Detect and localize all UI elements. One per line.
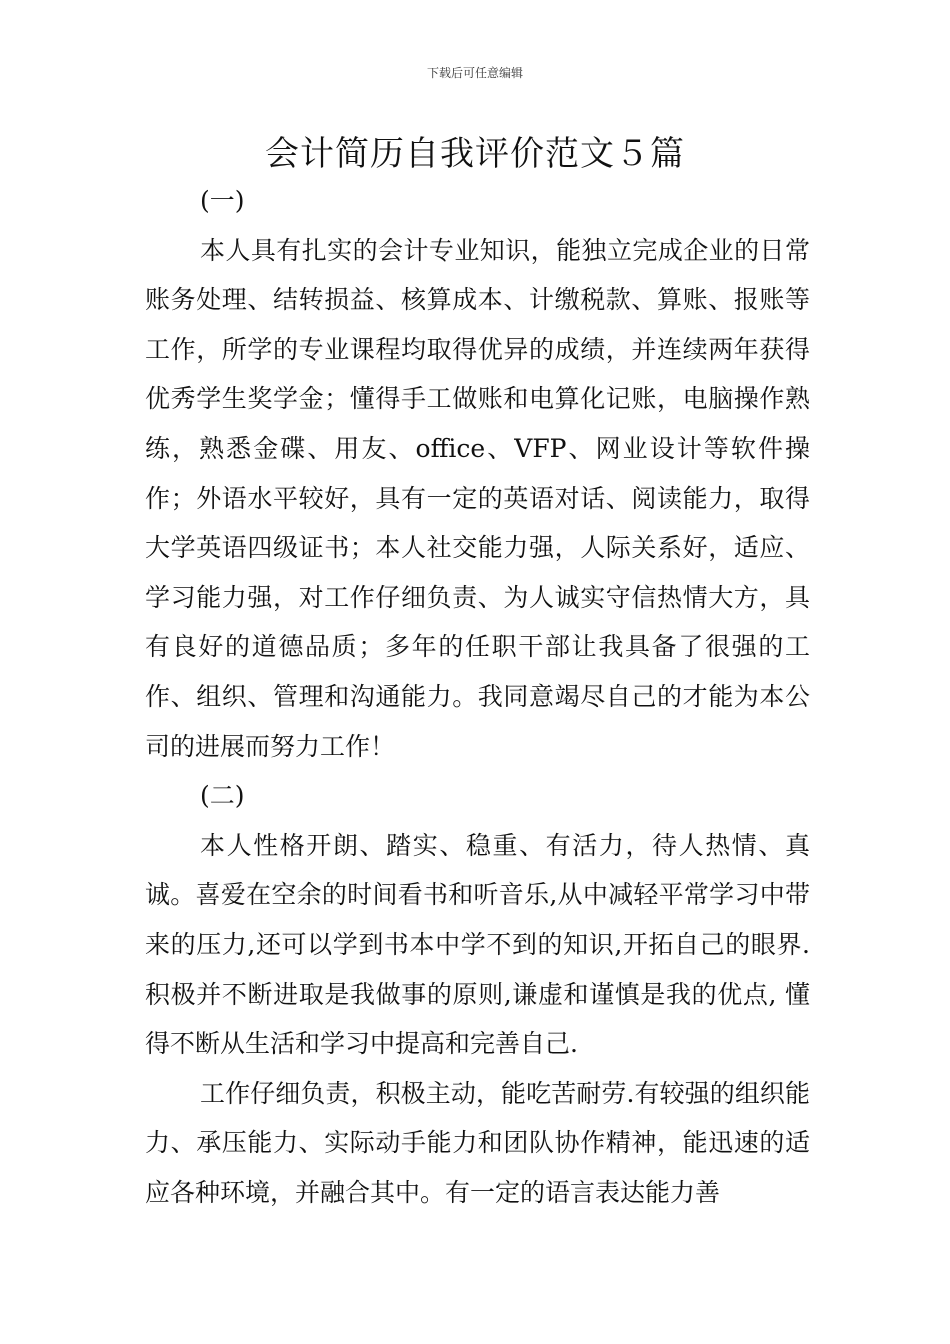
section-marker-1: (一) bbox=[200, 186, 245, 215]
paragraph-1: 本人具有扎实的会计专业知识，能独立完成企业的日常账务处理、结转损益、核算成本、计缴税款、算账、报账等工作，所学的专业课程均取得优异的成绩，并连续两年获得优秀学生奖学金；懂得手工做账和电算化记账，电脑操作熟练，熟悉金碟、用友、office、VFP、网业设计等软件操作；外语水平较好，具有一定的英语对话、阅读能力，取得大学英语四级证书；本人社交能力强，人际关系好，适应、学习能力强，对工作仔细负责、为人诚实守信热情大方，具有良好的道德品质；多年的任职干部让我具备了很强的工作、组织、管理和沟通能力。我同意竭尽自己的才能为本公司的进展而努力工作！ bbox=[145, 235, 810, 761]
paragraph-2: 本人性格开朗、踏实、稳重、有活力，待人热情、真诚。喜爱在空余的时间看书和听音乐,从中减轻平常学习中带来的压力,还可以学到书本中学不到的知识,开拓自己的眼界. 积极并不断进取是我做事的原则,谦虚和谨慎是我的优点, 懂得不断从生活和学习中提高和完善自己. bbox=[145, 830, 810, 1059]
paragraph-3: 工作仔细负责，积极主动，能吃苦耐劳.有较强的组织能力、承压能力、实际动手能力和团队协作精神，能迅速的适应各种环境，并融合其中。有一定的语言表达能力善 bbox=[145, 1078, 810, 1207]
document-title: 会计简历自我评价范文５篇 bbox=[265, 134, 685, 174]
document-body bbox=[145, 176, 810, 1217]
section-marker-2: (二) bbox=[200, 781, 245, 811]
header-note: 下载后可任意编辑 bbox=[426, 66, 523, 80]
